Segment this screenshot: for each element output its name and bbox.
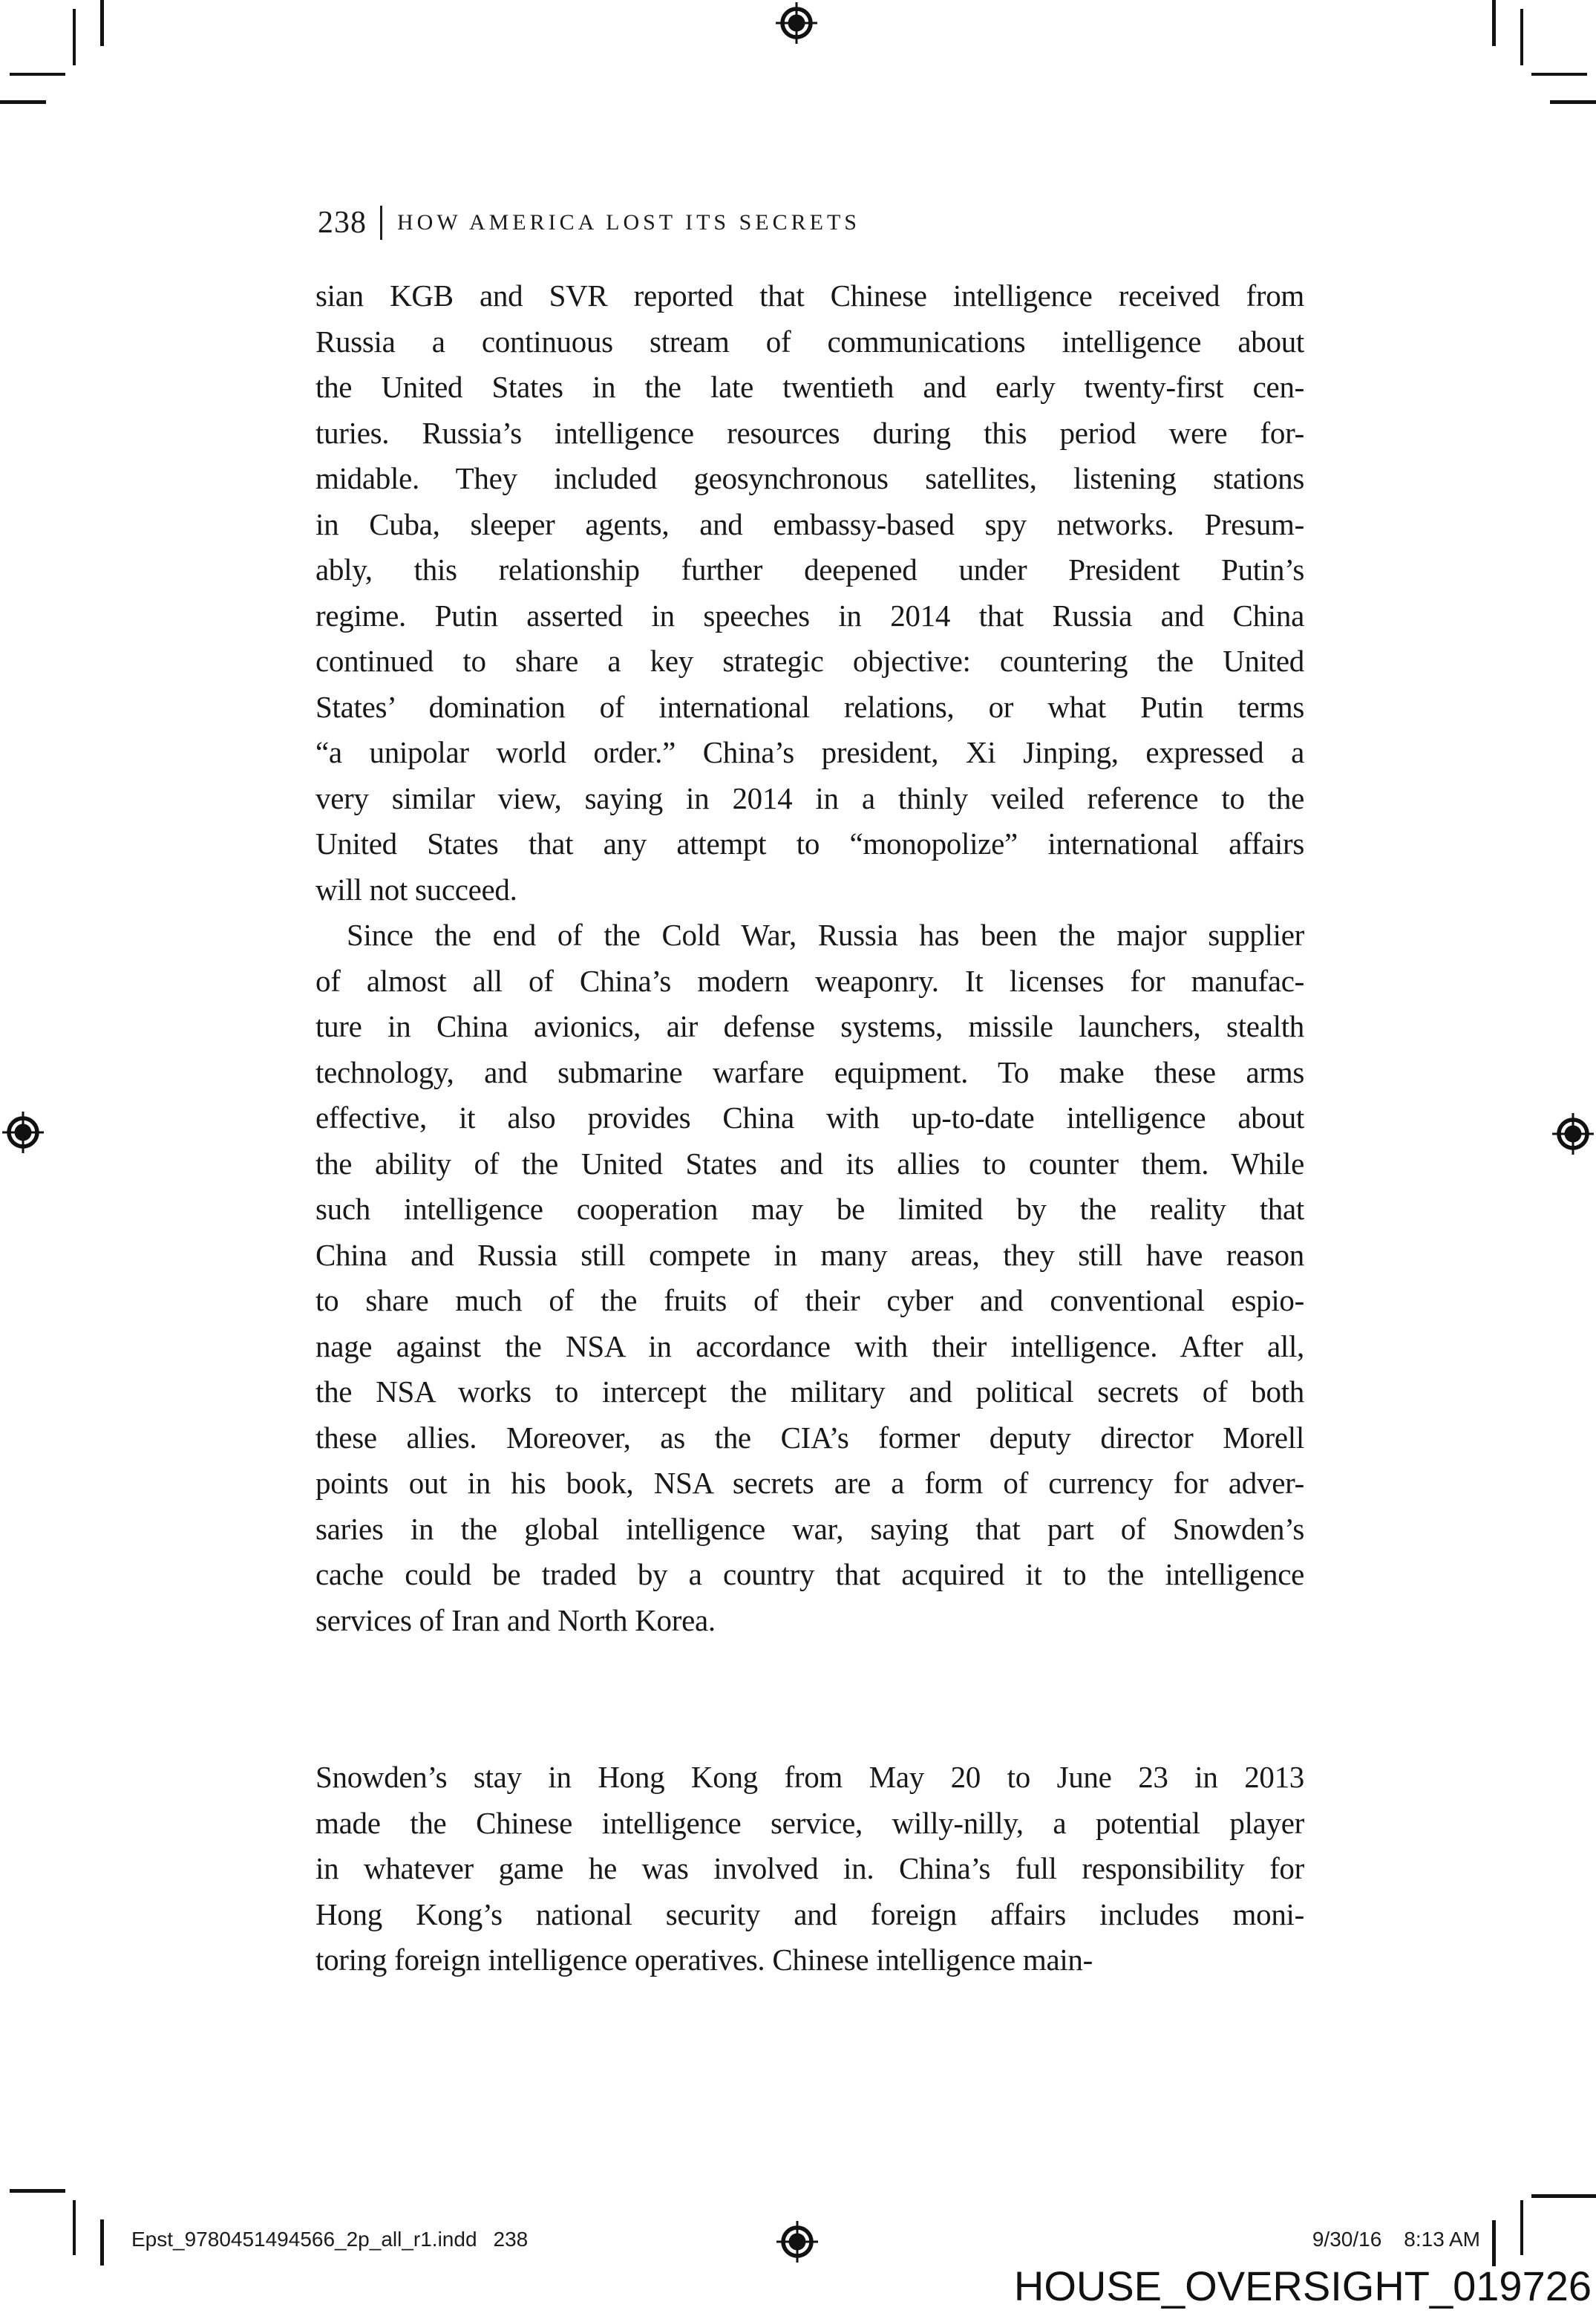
text-line: the NSA works to intercept the military and political secrets of both (315, 1374, 1304, 1409)
paragraph (315, 273, 1304, 913)
text-line: continued to share a key strategic objective: countering the United (315, 644, 1304, 678)
registration-mark-icon (776, 2, 817, 44)
text-line: to share much of the fruits of their cyber and conventional espio- (315, 1283, 1304, 1317)
text-line: services of Iran and North Korea. (315, 1602, 716, 1637)
text-line: very similar view, saying in 2014 in a thinly veiled reference to the (315, 780, 1304, 815)
crop-mark (10, 2189, 65, 2193)
crop-mark (100, 0, 104, 46)
running-head (318, 202, 860, 244)
text-line: toring foreign intelligence operatives. Chinese intelligence main- (315, 1942, 1093, 1977)
text-line: points out in his book, NSA secrets are a form of currency for adver- (315, 1466, 1304, 1500)
text-line: of almost all of China’s modern weaponry. It licenses for manufac- (315, 963, 1304, 998)
text-line: ture in China avionics, air defense systems, missile launchers, stealth (315, 1009, 1304, 1043)
text-line: the United States in the late twentieth and early twenty-first cen- (315, 370, 1304, 404)
text-line: in whatever game he was involved in. China’s full responsibility for (315, 1851, 1304, 1885)
text-line: nage against the NSA in accordance with their intelligence. After all, (315, 1328, 1304, 1363)
text-line: sian KGB and SVR reported that Chinese intelligence received from (315, 278, 1304, 313)
registration-mark-icon (2, 1112, 44, 1153)
crop-mark (1492, 2220, 1496, 2266)
footer-date: 9/30/16 (1312, 2228, 1382, 2251)
footer-time: 8:13 AM (1404, 2228, 1480, 2251)
text-line: “a unipolar world order.” China’s president, Xi Jinping, expressed a (315, 735, 1304, 769)
paragraph (315, 913, 1304, 1643)
header-divider (380, 206, 382, 240)
page-number: 238 (318, 206, 367, 240)
text-line: midable. They included geosynchronous satellites, listening stations (315, 461, 1304, 495)
crop-mark (73, 2200, 76, 2255)
text-line: regime. Putin asserted in speeches in 2014 that Russia and China (315, 598, 1304, 633)
bates-stamp: HOUSE_OVERSIGHT_019726 (1013, 2263, 1592, 2309)
registration-mark-icon (776, 2221, 818, 2263)
footer-filename: Epst_9780451494566_2p_all_r1.indd (131, 2228, 477, 2251)
text-line: Since the end of the Cold War, Russia has been the major supplier (347, 918, 1304, 952)
crop-mark (73, 9, 76, 65)
text-line: ably, this relationship further deepened under President Putin’s (315, 552, 1304, 587)
footer-page-number: 238 (493, 2228, 529, 2251)
text-line: Snowden’s stay in Hong Kong from May 20 to June 23 in 2013 (315, 1760, 1304, 1794)
footer-slug (131, 2228, 528, 2251)
crop-mark (1520, 2200, 1523, 2255)
text-line: saries in the global intelligence war, saying that part of Snowden’s (315, 1511, 1304, 1546)
text-block (315, 273, 1304, 1983)
footer-datetime (1312, 2228, 1480, 2251)
paragraph (315, 1755, 1304, 1983)
crop-mark (1492, 0, 1496, 46)
text-line: China and Russia still compete in many areas, they still have reason (315, 1237, 1304, 1272)
text-line: technology, and submarine warfare equipment. To make these arms (315, 1054, 1304, 1089)
crop-mark (1531, 73, 1587, 76)
crop-mark (100, 2219, 104, 2266)
text-line: the ability of the United States and its allies to counter them. While (315, 1146, 1304, 1181)
crop-mark (1520, 9, 1523, 65)
text-line: effective, it also provides China with up-to-date intelligence about (315, 1100, 1304, 1135)
crop-mark (0, 100, 46, 104)
crop-mark (1531, 2194, 1596, 2198)
text-line: States’ domination of international relations, or what Putin terms (315, 689, 1304, 724)
text-line: made the Chinese intelligence service, willy-nilly, a potential player (315, 1805, 1304, 1840)
registration-mark-icon (1552, 1113, 1594, 1155)
running-title: HOW AMERICA LOST ITS SECRETS (397, 210, 860, 235)
text-line: Russia a continuous stream of communications intelligence about (315, 324, 1304, 359)
crop-mark (1550, 100, 1596, 104)
text-line: cache could be traded by a country that acquired it to the intelligence (315, 1557, 1304, 1591)
text-line: such intelligence cooperation may be limited by the reality that (315, 1192, 1304, 1226)
text-line: United States that any attempt to “monopolize” international affairs (315, 826, 1304, 861)
text-line: these allies. Moreover, as the CIA’s former deputy director Morell (315, 1420, 1304, 1455)
text-line: Hong Kong’s national security and foreign affairs includes moni- (315, 1896, 1304, 1931)
text-line: turies. Russia’s intelligence resources during this period were for- (315, 415, 1304, 450)
text-line: in Cuba, sleeper agents, and embassy-based spy networks. Presum- (315, 506, 1304, 541)
text-line: will not succeed. (315, 872, 517, 907)
crop-mark (10, 73, 65, 76)
